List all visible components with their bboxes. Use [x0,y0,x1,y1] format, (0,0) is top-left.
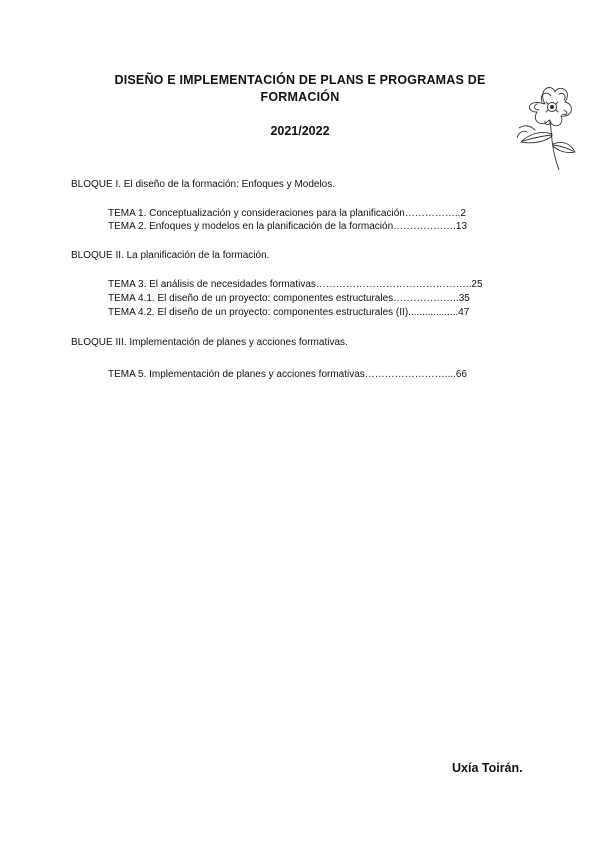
toc-tema-2: TEMA 2. Enfoques y modelos en la planificación de la formación……………….13 [108,221,468,232]
toc-tema-5: TEMA 5. Implementación de planes y acciones formativas……………………....66 [108,369,468,380]
toc-tema-4-2: TEMA 4.2. El diseño de un proyecto: componentes estructurales (II)..................47 [108,307,470,318]
toc-tema-3: TEMA 3. El análisis de necesidades formativas………………………………………..25 [108,279,483,290]
document-title: DISEÑO E IMPLEMENTACIÓN DE PLANS E PROGRAMAS DE FORMACIÓN [114,73,486,104]
toc-bloque-3: BLOQUE III. Implementación de planes y acciones formativas. [71,337,348,348]
toc-bloque-2: BLOQUE II. La planificación de la formación. [71,250,270,261]
document-year: 2021/2022 [270,124,330,138]
toc-tema-4-1: TEMA 4.1. El diseño de un proyecto: componentes estructurales………………..35 [108,293,470,304]
author-name: Uxía Toirán. [452,761,523,775]
toc-bloque-1: BLOQUE I. El diseño de la formación: Enfoques y Modelos. [71,179,336,190]
toc-tema-1: TEMA 1. Conceptualización y consideraciones para la planificación……………..2 [108,208,466,219]
